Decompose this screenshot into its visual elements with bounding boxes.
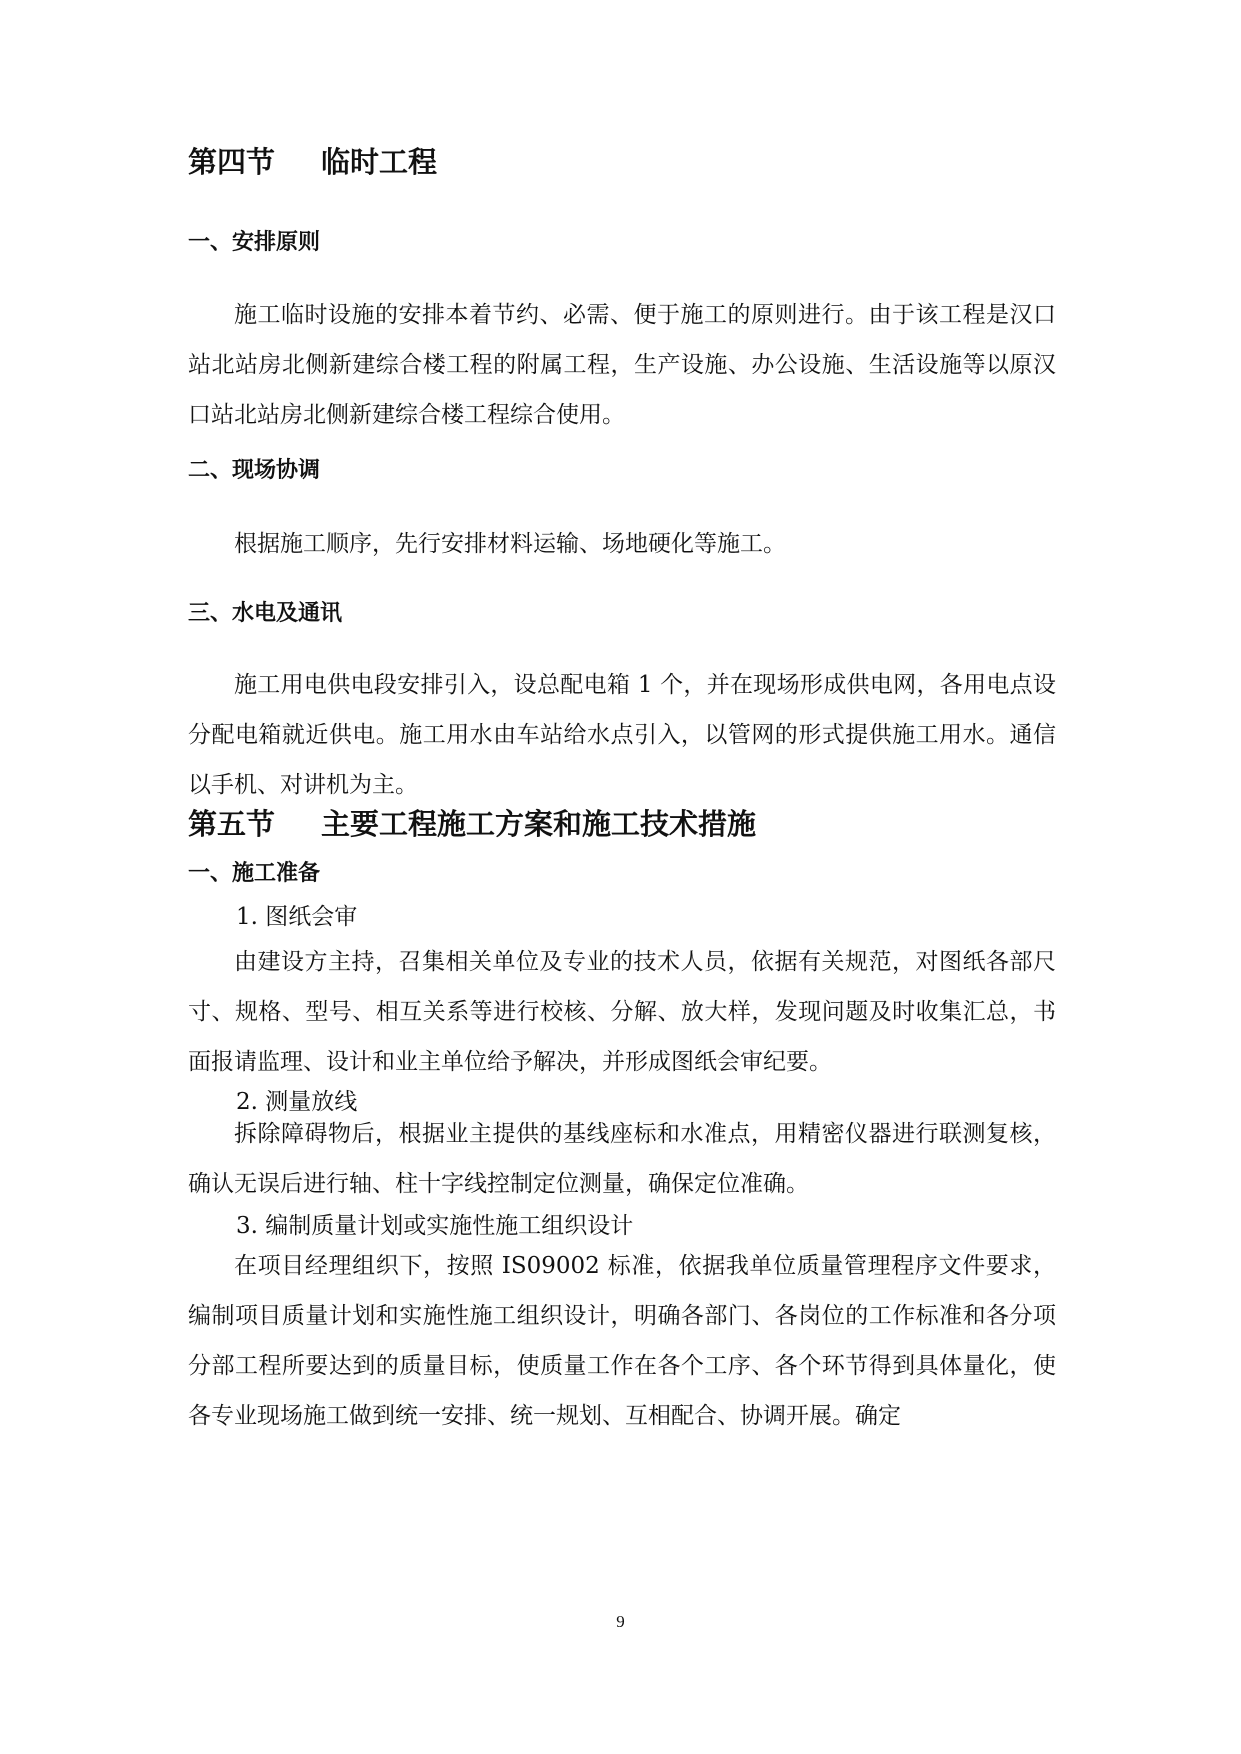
section-4-name: 临时工程 bbox=[321, 145, 438, 179]
paragraph: 施工临时设施的安排本着节约、必需、便于施工的原则进行。由于该工程是汉口站北站房北侧新建综合楼工程的附属工程，生产设施、办公设施、生活设施等以原汉口站北站房北侧新建综合楼工程综合使用。 bbox=[188, 302, 1056, 428]
section-5-title bbox=[188, 804, 1056, 844]
section-4-title bbox=[188, 142, 1056, 182]
subsection-heading: 一、施工准备 bbox=[188, 861, 321, 886]
subsection-heading: 一、安排原则 bbox=[188, 230, 321, 255]
paragraph: 在项目经理组织下，按照 IS09002 标准，依据我单位质量管理程序文件要求，编制项目质量计划和实施性施工组织设计，明确各部门、各岗位的工作标准和各分项分部工程所要达到的质量目标，使质量工作在各个工序、各个环节得到具体量化，使各专业现场施工做到统一安排、统一规划、互相配合、协调开展。确定 bbox=[188, 1253, 1056, 1429]
item-heading: 3. 编制质量计划或实施性施工组织设计 bbox=[236, 1213, 634, 1239]
paragraph: 根据施工顺序，先行安排材料运输、场地硬化等施工。 bbox=[234, 531, 786, 557]
item-heading: 1. 图纸会审 bbox=[236, 904, 358, 930]
subsection-heading: 三、水电及通讯 bbox=[188, 601, 343, 626]
item-heading: 2. 测量放线 bbox=[236, 1089, 358, 1115]
paragraph: 由建设方主持，召集相关单位及专业的技术人员，依据有关规范，对图纸各部尺寸、规格、型号、相互关系等进行校核、分解、放大样，发现问题及时收集汇总，书面报请监理、设计和业主单位给予解决，并形成图纸会审纪要。 bbox=[188, 949, 1056, 1075]
paragraph: 拆除障碍物后，根据业主提供的基线座标和水准点，用精密仪器进行联测复核，确认无误后进行轴、柱十字线控制定位测量，确保定位准确。 bbox=[188, 1121, 1056, 1197]
section-5-name: 主要工程施工方案和施工技术措施 bbox=[321, 807, 757, 841]
paragraph: 施工用电供电段安排引入，设总配电箱 1 个，并在现场形成供电网，各用电点设分配电箱就近供电。施工用水由车站给水点引入，以管网的形式提供施工用水。通信以手机、对讲机为主。 bbox=[188, 672, 1056, 798]
page-number: 9 bbox=[616, 1612, 625, 1631]
section-4-number: 第四节 bbox=[188, 145, 276, 179]
section-5-number: 第五节 bbox=[188, 807, 276, 841]
subsection-heading: 二、现场协调 bbox=[188, 458, 321, 483]
